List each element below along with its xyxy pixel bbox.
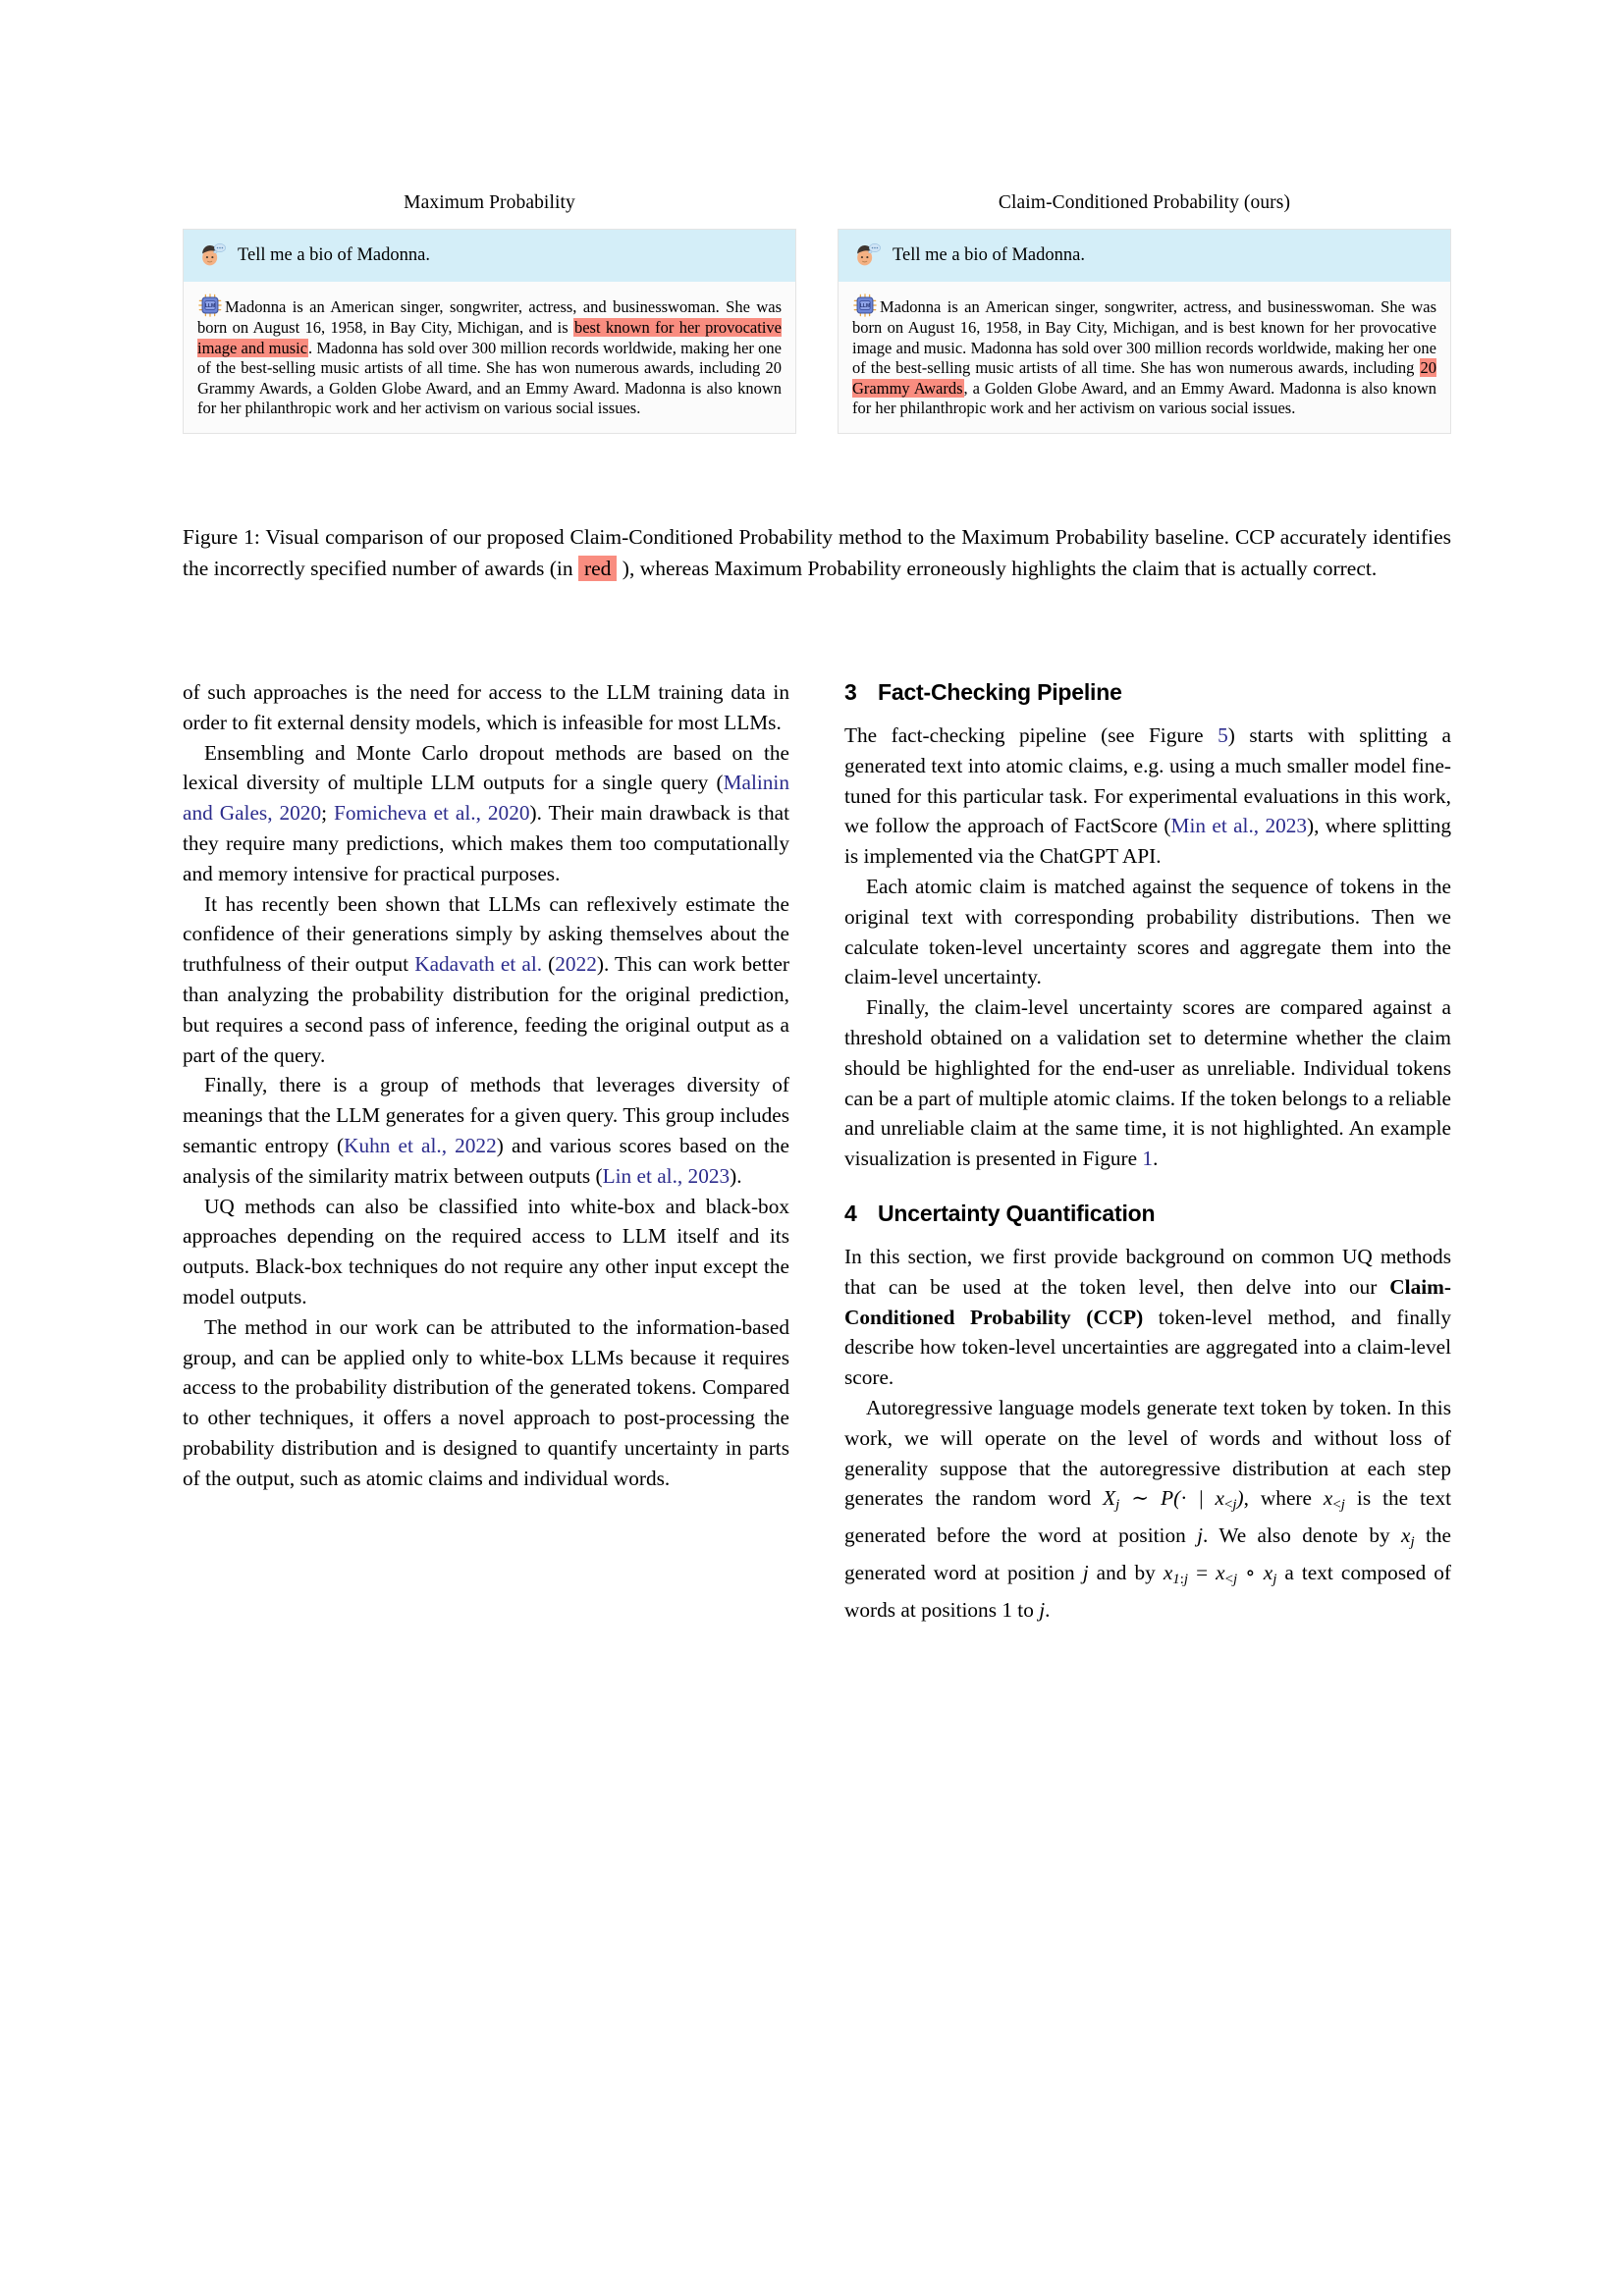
- highlight-span-right: 20 Grammy Awards: [852, 358, 1436, 398]
- left-column: [183, 677, 789, 1626]
- text-run: ), where splitting is implemented via the ChatGPT API.: [844, 814, 1451, 869]
- bot-response-left: [197, 293, 782, 419]
- user-message-row-left: [184, 230, 795, 282]
- text-run: of such approaches is the need for access to the LLM training data in order to fit external density models, which is infeasible for most LLMs.: [183, 680, 789, 734]
- text-run: The fact-checking pipeline (see Figure: [844, 723, 1218, 747]
- citation-kadavath-year[interactable]: 2022: [555, 952, 597, 977]
- paragraph-ensembling: [183, 738, 789, 889]
- figure-caption-part2: ), whereas Maximum Probability erroneously highlights the claim that is actually correct.: [617, 556, 1378, 580]
- text-run: .: [1045, 1598, 1051, 1623]
- paragraph-our-method: [183, 1312, 789, 1494]
- text-run: (: [542, 952, 556, 977]
- math-expr-xj-dist: $X_j$ ∼ P(· | $x_{<j}$): [1103, 1486, 1244, 1514]
- paragraph-whitebox: [183, 1192, 789, 1312]
- bot-text-run: . Madonna has sold over 300 million records worldwide, making her one of the best-selling music artists of all time. She has won numerous awards, including 20 Grammy Awards, a Golden Globe Award, and an Emmy Award. Madonna is also known for her philanthropic work and her activism on various social issues.: [197, 338, 782, 418]
- section-number: 3: [844, 679, 857, 705]
- citation-fomicheva[interactable]: Fomicheva et al., 2020: [333, 801, 530, 826]
- panel-title-left: Maximum Probability: [404, 192, 575, 213]
- paragraph-pipeline: [844, 721, 1451, 872]
- figure-1: [183, 191, 1451, 434]
- text-run: The method in our work can be attributed to the information-based group, and can be applied only to white-box LLMs because it requires access to the probability distribution of the generated tokens. Compared to other techniques, it offers a novel approach to post-processing the probability distribution and is designed to quantify uncertainty in parts of the output, such as atomic claims and individual words.: [183, 1314, 789, 1490]
- text-run: to: [1011, 1598, 1040, 1623]
- math-expr-x-lt-j: $x_{<j}$: [1323, 1486, 1345, 1514]
- math-var-j: j: [1082, 1561, 1089, 1585]
- text-run: In this section, we first provide background on common UQ methods that can be used at the token level, then delve into our: [844, 1244, 1451, 1299]
- citation-min[interactable]: Min et al., 2023: [1170, 814, 1308, 838]
- user-message-text-right: Tell me a bio of Madonna.: [893, 244, 1085, 265]
- chat-box-left: [183, 229, 796, 434]
- citation-kadavath[interactable]: Kadavath et al.: [414, 952, 543, 977]
- section-heading-3: [844, 677, 1451, 707]
- text-run: . We also denote by: [1203, 1523, 1402, 1548]
- figure-caption-label: Figure 1:: [183, 525, 260, 549]
- math-var-j: j: [1197, 1523, 1204, 1548]
- paragraph-atomic-claim: [844, 872, 1451, 992]
- paragraph-autoregressive: [844, 1393, 1451, 1626]
- text-run: a text composed of words at positions: [844, 1561, 1451, 1623]
- text-run: ) and various scores based on the analysis of the similarity matrix between outputs (: [183, 1133, 789, 1188]
- section-title: Uncertainty Quantification: [878, 1200, 1156, 1226]
- text-run: the generated word at position: [844, 1523, 1452, 1585]
- text-run: is the text generated before the word at position: [844, 1486, 1452, 1548]
- paragraph-access: [183, 677, 789, 738]
- paragraph-diversity: [183, 1070, 789, 1191]
- user-message-row-right: [839, 230, 1450, 282]
- text-run: ). This can work better than analyzing the probability distribution for the original prediction, but requires a second pass of inference, feeding the original output as a part of the query.: [183, 952, 789, 1067]
- section-heading-4: [844, 1199, 1451, 1228]
- text-run: ).: [730, 1163, 742, 1188]
- user-message-text-left: Tell me a bio of Madonna.: [238, 244, 430, 265]
- bot-text-run: Madonna is an American singer, songwriter, actress, and businesswoman. She was born on August 16, 1958, in Bay City, Michigan, and is: [197, 297, 782, 337]
- paragraph-threshold: [844, 992, 1451, 1174]
- math-num-1: 1: [1001, 1598, 1012, 1623]
- text-run: , where: [1243, 1486, 1324, 1511]
- highlight-span-left: best known for her provocative image and music: [197, 318, 782, 357]
- citation-kuhn[interactable]: Kuhn et al., 2022: [344, 1133, 497, 1157]
- bot-message-row-left: [184, 282, 795, 433]
- figure-reference-1[interactable]: 1: [1142, 1147, 1154, 1171]
- chat-box-right: [838, 229, 1451, 434]
- figure-caption: [183, 522, 1451, 584]
- figure-panels: [183, 191, 1451, 434]
- text-run: UQ methods can also be classified into white-box and black-box approaches depending on the required access to LLM itself and its outputs. Black-box techniques do not require any other input except the model outputs.: [183, 1194, 789, 1308]
- math-var-j: j: [1039, 1598, 1046, 1623]
- math-var-xj: $x_j$: [1401, 1523, 1415, 1551]
- paragraph-background: [844, 1242, 1451, 1393]
- text-run: Ensembling and Monte Carlo dropout methods are based on the lexical diversity of multiple LLM outputs for a single query (: [183, 740, 789, 795]
- text-run: Finally, there is a group of methods that leverages diversity of meanings that the LLM generates for a given query. This group includes semantic entropy (: [183, 1073, 789, 1157]
- paragraph-reflexive: [183, 889, 789, 1071]
- svg-text:LLM: LLM: [204, 303, 216, 310]
- citation-lin[interactable]: Lin et al., 2023: [602, 1163, 731, 1188]
- bot-response-right: [852, 293, 1436, 419]
- person-thinking-icon: [197, 240, 227, 270]
- body-columns: [183, 677, 1451, 1626]
- person-thinking-icon: [852, 240, 882, 270]
- figure-reference-5[interactable]: 5: [1218, 723, 1228, 747]
- caption-red-highlight: red: [578, 556, 617, 581]
- text-run: token-level method, and finally describe how token-level uncertainties are aggregated into a claim-level score.: [844, 1305, 1452, 1390]
- math-expr-x1j: $x_{1:j} = x_{<j}$ ∘ $x_j$: [1163, 1561, 1277, 1588]
- section-title: Fact-Checking Pipeline: [878, 679, 1122, 705]
- text-run: ;: [321, 801, 334, 826]
- text-run: Each atomic claim is matched against the sequence of tokens in the original text with corresponding probability distributions. Then we calculate token-level uncertainty scores and aggregate them into the claim-level uncertainty.: [844, 874, 1451, 989]
- text-run: ). Their main drawback is that they require many predictions, which makes them too computationally and memory intensive for practical purposes.: [183, 801, 789, 885]
- panel-title-right: Claim-Conditioned Probability (ours): [998, 192, 1291, 213]
- llm-chip-icon: [852, 293, 878, 318]
- text-run: Autoregressive language models generate text token by token. In this work, we will operate on the level of words and without loss of generality suppose that the autoregressive distribution at each step generates the random word: [844, 1395, 1451, 1511]
- text-run: and by: [1088, 1561, 1164, 1585]
- text-run: Finally, the claim-level uncertainty scores are compared against a threshold obtained on a validation set to determine whether the claim should be highlighted for the end-user as unreliable. Individual tokens can be a part of multiple atomic claims. If the token belongs to a reliable and unreliable claim at the same time, it is not highlighted. An example visualization is presented in Figure: [844, 995, 1451, 1171]
- section-number: 4: [844, 1200, 857, 1226]
- panel-maximum-probability: [183, 191, 796, 434]
- figure-caption-part1: Visual comparison of our proposed Claim-Conditioned Probability method to the Maximum Probability baseline. CCP accurately identifies the incorrectly specified number of awards (in: [183, 525, 1451, 580]
- citation-malinin-gales[interactable]: Malinin and Gales, 2020: [183, 771, 789, 826]
- bot-text-run: , a Golden Globe Award, and an Emmy Award. Madonna is also known for her philanthropic work and her activism on various social issues.: [852, 378, 1436, 418]
- bold-term-ccp: Claim-Conditioned Probability (CCP): [844, 1274, 1451, 1329]
- panel-claim-conditioned-probability: [838, 191, 1451, 434]
- text-run: .: [1153, 1147, 1159, 1171]
- text-run: ) starts with splitting a generated text into atomic claims, e.g. using a much smaller model fine-tuned for this particular task. For experimental evaluations in this work, we follow the approach of FactScore (: [844, 723, 1451, 838]
- llm-chip-icon: [197, 293, 223, 318]
- bot-text-run: Madonna is an American singer, songwriter, actress, and businesswoman. She was born on August 16, 1958, in Bay City, Michigan, and is best known for her provocative image and music. Madonna has sold over 300 million records worldwide, making her one of the best-selling music artists of all time. She has won numerous awards, including: [852, 297, 1436, 378]
- bot-message-row-right: [839, 282, 1450, 433]
- text-run: It has recently been shown that LLMs can reflexively estimate the confidence of their generations simply by asking themselves about the truthfulness of their output: [183, 891, 789, 977]
- right-column: [844, 677, 1451, 1626]
- svg-text:LLM: LLM: [859, 303, 871, 310]
